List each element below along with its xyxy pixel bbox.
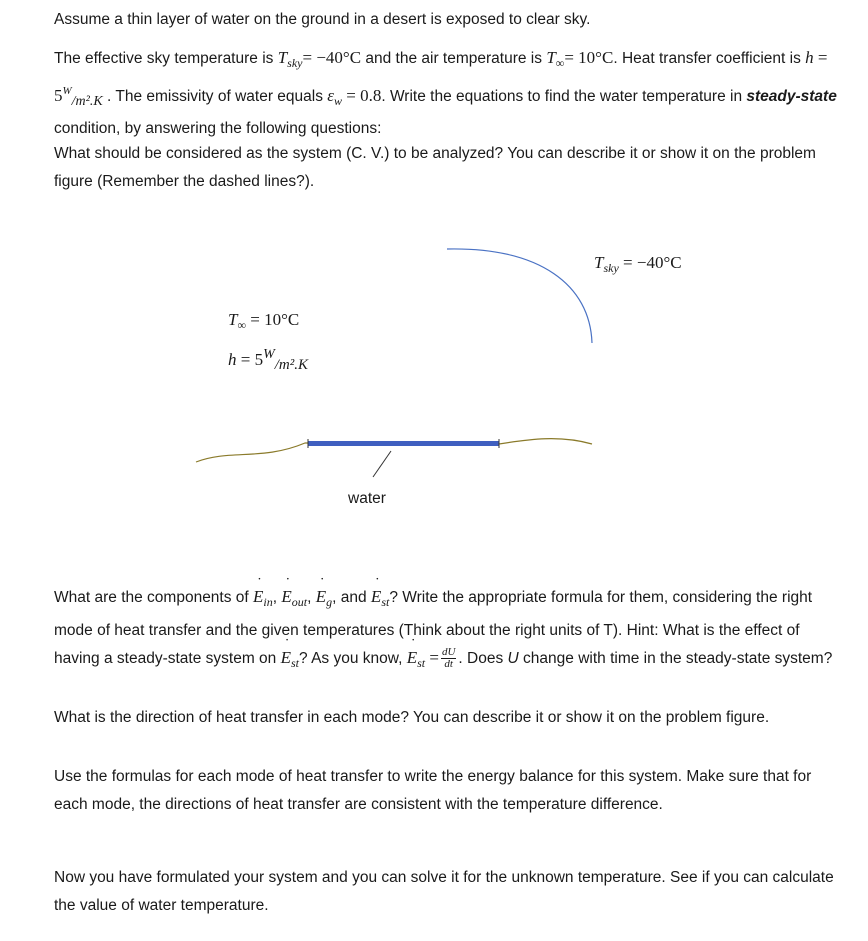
h-symbol: h — [805, 48, 814, 67]
text-segment: The effective sky temperature is — [54, 50, 278, 67]
e-st-symbol: ˙ E — [281, 644, 291, 672]
water-label: water — [348, 490, 386, 507]
components-question: What are the components of ˙ $E_{in}$, ˙ $E_{out}$, ˙ $E_g$, and ˙ $E_{st}$? Write the appropriate formula for them, considering the right mode of heat transfer and the given temperatures (Think about the right units of T). Hint: What is the effect of having a steady-state system on ˙ $E_{st}$? As you know, ˙ $E_{st}$ = $\frac{dU}{dt}$ . Does U change with time in the steady-state system? — [54, 583, 844, 678]
tinf-value: = 10°C — [564, 48, 614, 67]
epsilon-value: = 0.8 — [342, 85, 382, 105]
water-pointer-line — [373, 451, 391, 477]
system-question — [54, 140, 844, 195]
e-in-subscript: in — [263, 595, 273, 609]
heat-coefficient-label — [228, 347, 308, 374]
text-segment: condition, by answering the following questions: — [54, 120, 382, 137]
tinf-symbol: T — [546, 48, 556, 67]
ground-line-right — [499, 439, 592, 444]
epsilon-symbol: ε — [327, 85, 334, 105]
e-st-symbol: ˙ E — [371, 583, 381, 611]
final-instruction — [54, 864, 844, 919]
du-dt-fraction — [441, 647, 456, 670]
system-question-text: What should be considered as the system (C. V.) to be analyzed? You can describe it or show it on the problem figure (Remember the dashed lines?). — [54, 145, 816, 190]
e-in-symbol: ˙ E — [253, 583, 263, 611]
e-out-symbol: ˙ E — [281, 583, 291, 611]
h-value: = 5 — [54, 48, 828, 105]
fraction-denominator: dt — [444, 658, 453, 671]
text-segment: and the air temperature is — [361, 50, 547, 67]
text-segment: , and — [332, 589, 371, 606]
tsky-symbol: T — [277, 48, 288, 67]
fraction-numerator: dU — [441, 646, 456, 659]
e-g-subscript: g — [326, 595, 333, 609]
tinf-subscript: ∞ — [555, 56, 565, 70]
text-segment: . Write the equations to find the water temperature in — [381, 87, 747, 105]
steady-state-emphasis: steady-state — [746, 87, 837, 105]
e-g-symbol: ˙ E — [316, 583, 326, 611]
e-st-symbol: ˙ E — [407, 644, 417, 672]
h-unit-numerator: W — [263, 347, 275, 362]
text-segment: What are the components of — [54, 589, 254, 606]
tsky-symbol: T — [594, 253, 604, 272]
tsky-subscript: sky — [603, 261, 619, 275]
figure-drawing — [0, 225, 868, 525]
e-st-subscript: st — [417, 656, 426, 670]
text-segment: ? As you know, — [299, 650, 407, 667]
equals-sign: = — [425, 648, 439, 667]
tsky-subscript: sky — [287, 56, 303, 70]
h-unit-denominator: /m².K — [274, 357, 309, 373]
h-symbol: h — [228, 350, 237, 369]
epsilon-subscript: w — [333, 93, 342, 108]
sky-arc — [447, 249, 592, 343]
e-st-subscript: st — [381, 595, 390, 609]
tinf-subscript: ∞ — [237, 318, 247, 332]
intro-paragraph — [54, 6, 844, 34]
e-out-subscript: out — [291, 595, 308, 609]
h-unit-denominator: /m².K — [71, 93, 103, 109]
energy-balance-instruction — [54, 763, 844, 818]
intro-text: Assume a thin layer of water on the ground in a desert is exposed to clear sky. — [54, 11, 591, 28]
final-instruction-text: Now you have formulated your system and you can solve it for the unknown temperature. See if you can calculate the value of water temperature. — [54, 869, 834, 914]
ground-line-left — [196, 443, 308, 462]
tsky-value: = −40°C — [618, 253, 682, 272]
text-segment: . Heat transfer coefficient is — [613, 50, 806, 67]
text-segment: . The emissivity of water equals — [102, 87, 328, 105]
direction-question-text: What is the direction of heat transfer in each mode? You can describe it or show it on the problem figure. — [54, 709, 770, 726]
text-segment: ? Write the appropriate formula for them, considering the right mode of heat transfer and the given temperatures (Think about the right units of T). Hint: What is the effect of having a steady-state system on — [54, 589, 813, 667]
tinf-value: = 10°C — [246, 310, 300, 329]
water-layer — [308, 441, 499, 446]
h-unit-numerator: W — [62, 84, 72, 97]
u-symbol: U — [507, 650, 519, 667]
sky-temperature-label — [594, 253, 682, 276]
h-value: = 5 — [236, 350, 264, 369]
tsky-value: = −40°C — [302, 48, 362, 67]
problem-figure — [0, 225, 868, 525]
energy-balance-text: Use the formulas for each mode of heat transfer to write the energy balance for this system. Make sure that for each mode, the directions of heat transfer are consistent with the temperature difference. — [54, 768, 812, 813]
text-segment: change with time in the steady-state system? — [518, 650, 833, 667]
text-segment: . Does — [458, 650, 508, 667]
air-temperature-label — [228, 310, 299, 333]
tinf-symbol: T — [228, 310, 238, 329]
e-st-subscript: st — [290, 656, 299, 670]
given-data-paragraph — [54, 44, 844, 143]
direction-question — [54, 704, 844, 732]
